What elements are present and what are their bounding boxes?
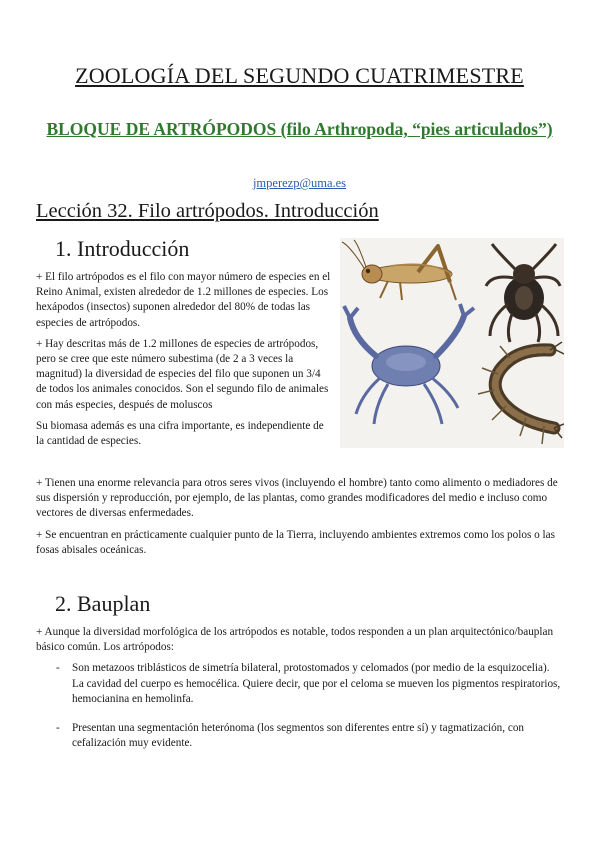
arthropods-illustration <box>340 238 564 448</box>
document-title: ZOOLOGÍA DEL SEGUNDO CUATRIMESTRE <box>75 63 524 88</box>
section-heading-introduccion: 1. Introducción <box>55 236 190 261</box>
bauplan-content <box>36 625 564 765</box>
grasshopper-icon <box>342 240 456 300</box>
paragraph: + Se encuentran en prácticamente cualquier punto de la Tierra, incluyendo ambientes extremos como los polos o las fosas abisales oceánicas. <box>36 528 555 556</box>
paragraph: + Tienen una enorme relevancia para otros seres vivos (incluyendo el hombre) tanto como alimento o mediadores de sus dispersión y reproducción, por ejemplo, de las plantas, como grandes modificadores del medio e incluso como vectores de diversas enfermedades. <box>36 477 558 520</box>
list-item-text: Son metazoos triblásticos de simetría bilateral, protostomados y celomados (por medio de la esquizocelia). La cavidad del cuerpo es hemocélica. Quiere decir, que por el celoma se mueven los pigmentos respiratorios, hemocianina en hemolinfa. <box>72 662 561 705</box>
section-heading-bauplan: 2. Bauplan <box>55 591 151 616</box>
spider-icon <box>486 244 560 342</box>
intro-relevance-paragraphs <box>36 476 564 564</box>
list-item <box>36 721 564 751</box>
intro-paragraphs <box>36 270 332 455</box>
block-title: BLOQUE DE ARTRÓPODOS (filo Arthropoda, “pies articulados”) <box>46 119 553 139</box>
list-item <box>36 661 564 707</box>
list-item-text: Presentan una segmentación heterónoma (los segmentos son diferentes entre sí) y tagmatización, con cefalización muy evidente. <box>72 722 525 750</box>
paragraph: + El filo artrópodos es el filo con mayor número de especies en el Reino Animal, existen alrededor de 1.2 millones de especies. Los hexápodos (insectos) suponen alrededor del 80% de todas las especies de artrópodos. <box>36 271 331 329</box>
list-bullet: - <box>56 722 60 735</box>
centipede-icon <box>478 342 564 444</box>
bauplan-list <box>36 661 564 751</box>
lesson-title: Lección 32. Filo artrópodos. Introducción <box>36 200 379 222</box>
email-link[interactable]: jmperezp@uma.es <box>252 176 347 190</box>
arthropods-figure <box>340 238 564 448</box>
paragraph: + Aunque la diversidad morfológica de los artrópodos es notable, todos responden a un plan arquitectónico/bauplan básico común. Los artrópodos: <box>36 626 554 654</box>
paragraph: + Hay descritas más de 1.2 millones de especies de artrópodos, pero se cree que este número subestima (de 2 a 3 veces la magnitud) la diversidad de especies del filo que suponen un 3/4 de todos los animales conocidos. Son el segundo filo de animales con más especies, después de moluscos <box>36 337 329 411</box>
list-bullet: - <box>56 662 60 675</box>
crab-icon <box>344 304 474 424</box>
paragraph: Su biomasa además es una cifra importante, es independiente de la cantidad de especies. <box>36 419 324 448</box>
